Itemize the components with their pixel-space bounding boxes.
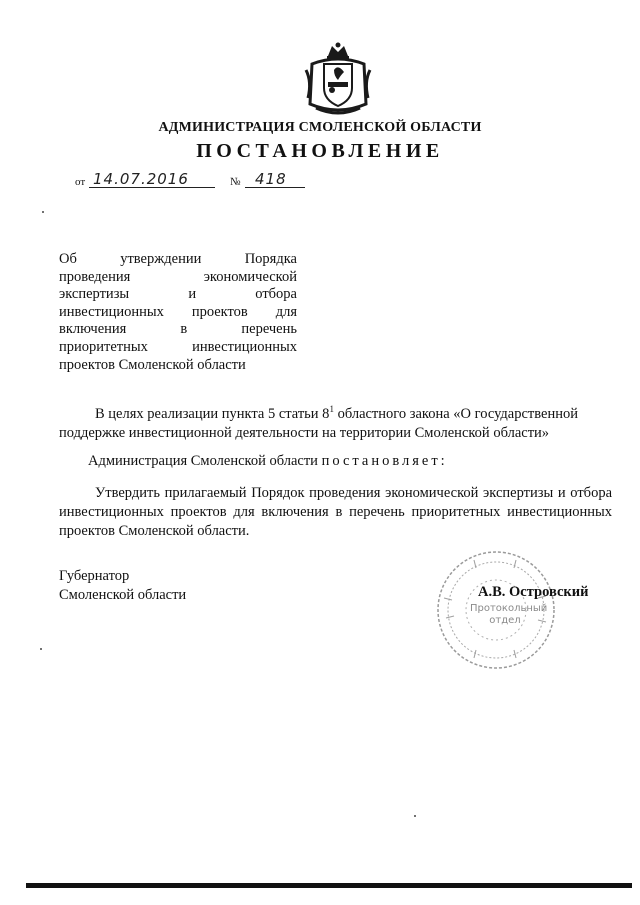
scan-bottom-edge (26, 883, 632, 888)
number-handwritten: 418 (255, 170, 287, 188)
date-number-line (75, 168, 325, 194)
operative-paragraph: Утвердить прилагаемый Порядок проведения экономической экспертизы и отбора инвестиционных проектов для включения в перечень приоритетных инвестиционных проектов Смоленской области. (59, 485, 612, 539)
scan-speck (42, 211, 44, 213)
scan-speck (40, 648, 42, 650)
position-line-1: Губернатор (59, 568, 130, 584)
date-handwritten: 14.07.2016 (93, 170, 189, 188)
stamp-inner-text (470, 603, 548, 627)
coat-of-arms-emblem (302, 42, 374, 118)
subject-line: приоритетных инвестиционных (59, 338, 297, 355)
subject-line: проектов Смоленской области (59, 356, 246, 373)
stamp-text-line-1: Протокольный (470, 603, 548, 614)
organization-name: АДМИНИСТРАЦИЯ СМОЛЕНСКОЙ ОБЛАСТИ (158, 120, 482, 135)
resolution-clause (88, 452, 608, 471)
preamble-line-2: поддержке инвестиционной деятельности на территории Смоленской области» (59, 424, 550, 441)
preamble-line-1: В целях реализации пункта 5 статьи $8^1$ областного закона «О государственной (95, 404, 578, 422)
subject-line: Об утверждении Порядка (59, 251, 297, 267)
article-superscript: 1 (329, 404, 334, 414)
resolution-prefix: Администрация Смоленской области (88, 453, 322, 469)
document-type-title: ПОСТАНОВЛЕНИЕ (196, 140, 444, 162)
preamble-paragraph (59, 400, 609, 443)
scan-speck (414, 815, 416, 817)
stamp-text-line-2: отдел (489, 615, 521, 626)
position-line-2: Смоленской области (59, 587, 187, 603)
subject-line: проведения экономической (59, 268, 297, 285)
resolution-verb: постановляет: (321, 453, 448, 469)
signatory-name: А.В. Островский (478, 584, 589, 600)
signatory-position (59, 567, 186, 605)
document-subject (59, 251, 297, 374)
subject-line: инвестиционных проектов для (59, 303, 297, 320)
subject-line: экспертизы и отбора (59, 286, 297, 303)
date-prefix: от (75, 176, 86, 188)
subject-line: включения в перечень (59, 321, 297, 338)
number-prefix: № (230, 176, 241, 188)
